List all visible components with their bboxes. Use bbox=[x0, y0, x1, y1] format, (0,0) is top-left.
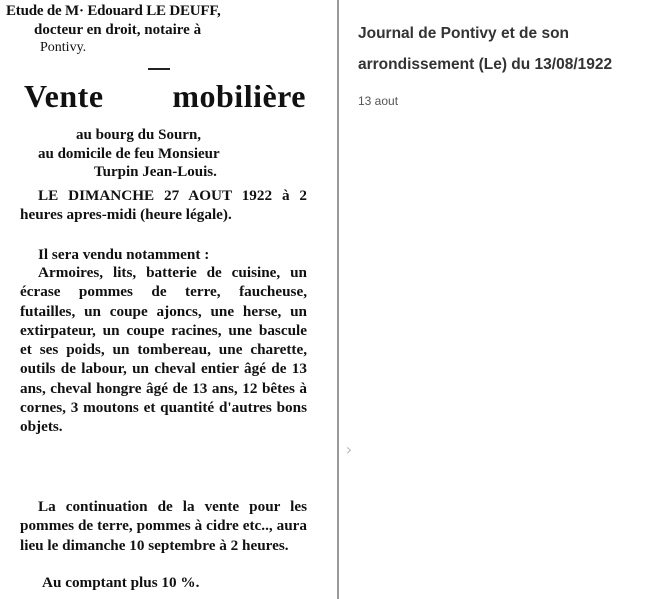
panel-divider bbox=[337, 0, 339, 599]
clipping-line-2: docteur en droit, notaire à bbox=[34, 22, 202, 38]
clipping-separator bbox=[148, 68, 170, 70]
clipping-location-1: au bourg du Sourn, bbox=[76, 127, 202, 143]
document-date: 13 aout bbox=[358, 94, 399, 108]
headline-word-1: Vente bbox=[24, 78, 104, 114]
document-title[interactable]: Journal de Pontivy et de son arrondissement (Le) du 13/08/1922 bbox=[358, 25, 613, 73]
headline-word-2: mobilière bbox=[172, 78, 306, 114]
clipping-paragraph-intro: Il sera vendu notamment : bbox=[38, 246, 210, 263]
clipping-paragraph-date: LE DIMANCHE 27 AOUT 1922 à 2 heures apres-midi (heure légale). bbox=[20, 187, 307, 224]
clipping-paragraph-continuation: La continuation de la vente pour les pommes de terre, pommes à cidre etc.., aura lieu le dimanche 10 septembre à 2 heures. bbox=[20, 498, 307, 554]
clipping-headline bbox=[24, 78, 306, 115]
clipping-paragraph-items: Armoires, lits, batterie de cuisine, un écrase pommes de terre, faucheuse, futailles, un coupe ajoncs, une herse, un extirpateur, un coupe racines, une bascule et ses poids, un tombereau, une charette, outils de labour, un cheval entier âgé de 13 ans, cheval hongre âgé de 13 ans, 12 bêtes à cornes, 3 moutons et quantité d'autres bons objets. bbox=[20, 264, 307, 436]
clipping-location-3: Turpin Jean-Louis. bbox=[94, 164, 217, 180]
chevron-right-icon[interactable]: › bbox=[345, 440, 353, 459]
clipping-line-1: Etude de M· Edouard LE DEUFF, bbox=[6, 3, 221, 19]
clipping-last-line: Au comptant plus 10 %. bbox=[42, 574, 200, 591]
clipping-location-2: au domicile de feu Monsieur bbox=[38, 146, 220, 162]
clipping-line-3: Pontivy. bbox=[40, 40, 87, 55]
document-info-panel bbox=[358, 18, 658, 108]
